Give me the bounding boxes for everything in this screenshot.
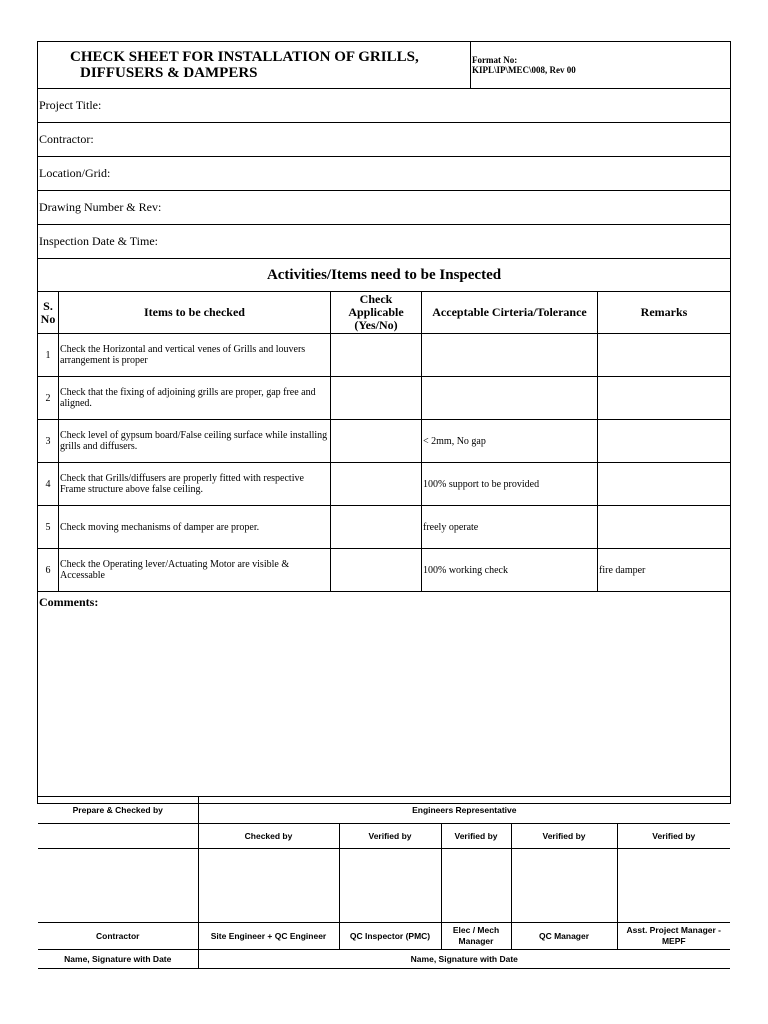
signature-box-site-engineer[interactable] bbox=[198, 849, 339, 923]
prepare-spacer bbox=[38, 824, 198, 849]
item-text: Check the Horizontal and vertical venes of Grills and louvers arrangement is proper bbox=[59, 334, 331, 377]
sheet-title bbox=[38, 42, 471, 89]
table-row bbox=[38, 506, 731, 549]
header-criteria: Acceptable Cirteria/Tolerance bbox=[422, 292, 598, 334]
item-applicable[interactable] bbox=[331, 549, 422, 592]
name-signature-left: Name, Signature with Date bbox=[38, 950, 198, 969]
item-sn: 5 bbox=[38, 506, 59, 549]
signature-box-contractor[interactable] bbox=[38, 849, 198, 923]
col-head-checked: Checked by bbox=[198, 824, 339, 849]
inspection-date-field[interactable]: Inspection Date & Time: bbox=[38, 225, 731, 259]
signature-box-qc-inspector[interactable] bbox=[339, 849, 441, 923]
item-sn: 1 bbox=[38, 334, 59, 377]
role-qc-manager: QC Manager bbox=[511, 923, 617, 950]
item-remarks[interactable] bbox=[598, 420, 731, 463]
header-applicable: Check Applicable (Yes/No) bbox=[331, 292, 422, 334]
signature-box-elec-mech[interactable] bbox=[441, 849, 511, 923]
table-row bbox=[38, 463, 731, 506]
project-title-field[interactable]: Project Title: bbox=[38, 89, 731, 123]
name-signature-right: Name, Signature with Date bbox=[198, 950, 730, 969]
item-criteria bbox=[422, 377, 598, 420]
table-row bbox=[38, 549, 731, 592]
header-items: Items to be checked bbox=[59, 292, 331, 334]
col-head-verified: Verified by bbox=[441, 824, 511, 849]
item-applicable[interactable] bbox=[331, 506, 422, 549]
item-applicable[interactable] bbox=[331, 420, 422, 463]
item-applicable[interactable] bbox=[331, 463, 422, 506]
header-sno: S. No bbox=[38, 292, 59, 334]
item-remarks[interactable] bbox=[598, 377, 731, 420]
check-sheet-table bbox=[37, 41, 731, 804]
role-apm: Asst. Project Manager - MEPF bbox=[617, 923, 730, 950]
location-grid-field[interactable]: Location/Grid: bbox=[38, 157, 731, 191]
role-qc-inspector: QC Inspector (PMC) bbox=[339, 923, 441, 950]
col-head-verified: Verified by bbox=[511, 824, 617, 849]
item-text: Check that the fixing of adjoining grills are proper, gap free and aligned. bbox=[59, 377, 331, 420]
title-line-1: CHECK SHEET FOR INSTALLATION OF GRILLS, bbox=[70, 49, 419, 65]
item-sn: 4 bbox=[38, 463, 59, 506]
contractor-field[interactable]: Contractor: bbox=[38, 123, 731, 157]
comments-box[interactable]: Comments: bbox=[38, 592, 731, 804]
activities-heading: Activities/Items need to be Inspected bbox=[38, 259, 731, 292]
item-applicable[interactable] bbox=[331, 377, 422, 420]
item-text: Check moving mechanisms of damper are proper. bbox=[59, 506, 331, 549]
item-text: Check level of gypsum board/False ceiling surface while installing grills and diffusers. bbox=[59, 420, 331, 463]
role-contractor: Contractor bbox=[38, 923, 198, 950]
item-criteria bbox=[422, 334, 598, 377]
item-text: Check the Operating lever/Actuating Motor are visible & Accessable bbox=[59, 549, 331, 592]
signature-box-qc-manager[interactable] bbox=[511, 849, 617, 923]
engineers-rep-label: Engineers Representative bbox=[198, 797, 730, 824]
item-sn: 6 bbox=[38, 549, 59, 592]
format-label: Format No: bbox=[472, 55, 518, 65]
item-criteria: 100% working check bbox=[422, 549, 598, 592]
format-value: KIPL\IP\MEC\008, Rev 00 bbox=[472, 65, 576, 75]
role-elec-mech: Elec / Mech Manager bbox=[441, 923, 511, 950]
signoff-table bbox=[38, 796, 730, 969]
item-criteria: freely operate bbox=[422, 506, 598, 549]
col-head-verified: Verified by bbox=[339, 824, 441, 849]
table-row bbox=[38, 377, 731, 420]
item-sn: 2 bbox=[38, 377, 59, 420]
header-remarks: Remarks bbox=[598, 292, 731, 334]
drawing-number-field[interactable]: Drawing Number & Rev: bbox=[38, 191, 731, 225]
item-text: Check that Grills/diffusers are properly fitted with respective Frame structure above false ceiling. bbox=[59, 463, 331, 506]
table-row bbox=[38, 420, 731, 463]
signature-box-apm[interactable] bbox=[617, 849, 730, 923]
item-remarks[interactable] bbox=[598, 506, 731, 549]
item-remarks[interactable] bbox=[598, 334, 731, 377]
prepare-checked-label: Prepare & Checked by bbox=[38, 797, 198, 824]
format-number-cell bbox=[471, 42, 731, 89]
title-line-2: DIFFUSERS & DAMPERS bbox=[80, 65, 258, 81]
item-criteria: < 2mm, No gap bbox=[422, 420, 598, 463]
item-applicable[interactable] bbox=[331, 334, 422, 377]
table-row bbox=[38, 334, 731, 377]
col-head-verified: Verified by bbox=[617, 824, 730, 849]
item-remarks[interactable]: fire damper bbox=[598, 549, 731, 592]
item-sn: 3 bbox=[38, 420, 59, 463]
role-site-engineer: Site Engineer + QC Engineer bbox=[198, 923, 339, 950]
item-criteria: 100% support to be provided bbox=[422, 463, 598, 506]
item-remarks[interactable] bbox=[598, 463, 731, 506]
